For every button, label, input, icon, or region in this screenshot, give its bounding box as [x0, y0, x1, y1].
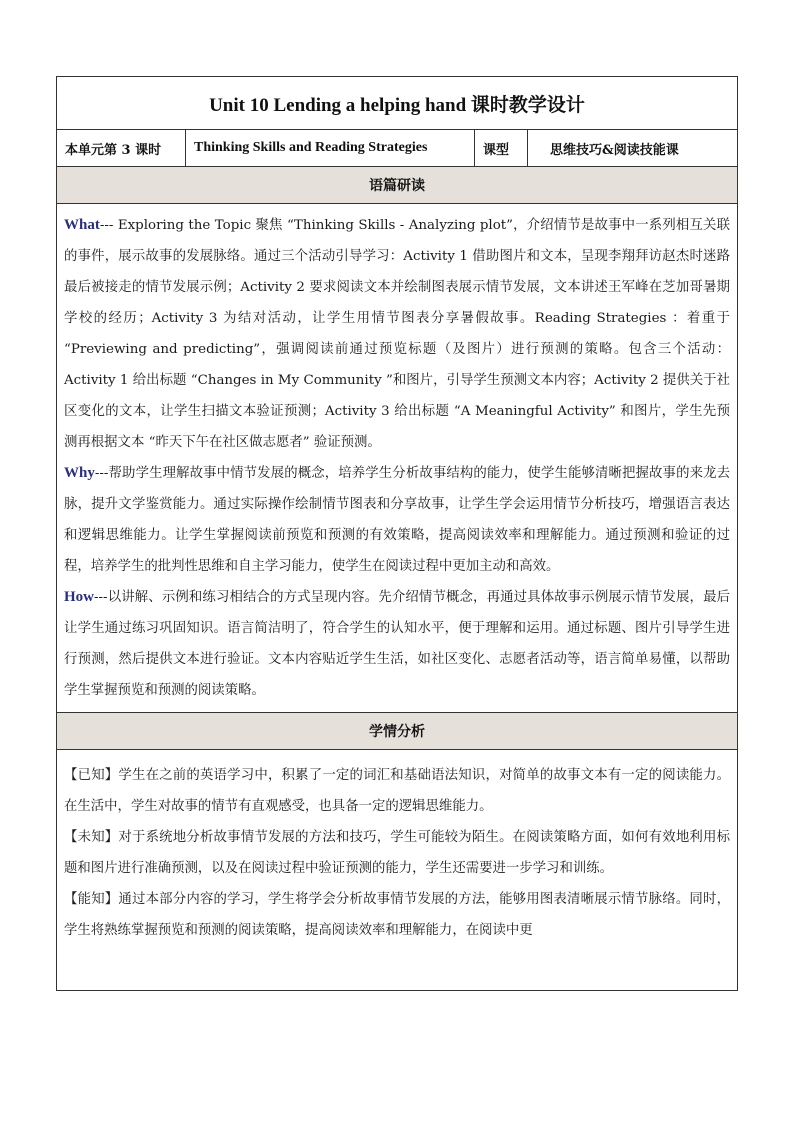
text-analysis-heading: 语篇研读 — [57, 167, 737, 204]
text-analysis-body — [57, 204, 737, 713]
how-text: ---以讲解、示例和练习相结合的方式呈现内容。先介绍情节概念，再通过具体故事示例展示情节发展，最后让学生通过练习巩固知识。语言简洁明了，符合学生的认知水平，便于理解和运用。通过标题、图片引导学生进行预测，然后提供文本进行验证。文本内容贴近学生生活，如社区变化、志愿者活动等，语言简单易懂，以帮助学生掌握预览和预测的阅读策略。 — [64, 590, 730, 698]
lesson-type-value: 思维技巧&阅读技能课 — [550, 142, 679, 158]
what-paragraph — [64, 210, 730, 458]
lesson-plan-table — [56, 76, 738, 991]
why-label: Why — [64, 465, 95, 481]
what-label: What — [64, 217, 100, 233]
can-know-paragraph: 【能知】通过本部分内容的学习，学生将学会分析故事情节发展的方法，能够用图表清晰展示情节脉络。同时，学生将熟练掌握预览和预测的阅读策略，提高阅读效率和理解能力，在阅读中更 — [64, 892, 730, 938]
what-text: --- Exploring the Topic 聚焦 “Thinking Skills - Analyzing plot”，介绍情节是故事中一系列相互关联的事件，展示故事的发展脉络。通过三个活动引导学习：Activity 1 借助图片和文本，呈现李翔拜访赵杰时迷路最后被接走的情节发展示例；Activity 2 要求阅读文本并绘制图表展示情节发展，文本讲述王军峰在芝加哥暑期学校的经历；Activity 3 为结对活动，让学生用情节图表分享暑假故事。Reading Strategies ：着重于 “Previewing and predicting”，强调阅读前通过预览标题（及图片）进行预测的策略。包含三个活动：Activity 1 给出标题 “Changes in My Community ”和图片，引导学生预测文本内容；Activity 2 提供关于社区变化的文本，让学生扫描文本验证预测；Activity 3 给出标题 “A Meaningful Activity” 和图片，学生先预测再根据文本 “昨天下午在社区做志愿者” 验证预测。 — [64, 218, 730, 450]
unknown-paragraph: 【未知】对于系统地分析故事情节发展的方法和技巧，学生可能较为陌生。在阅读策略方面，如何有效地利用标题和图片进行准确预测，以及在阅读过程中验证预测的能力，学生还需要进一步学习和训练。 — [64, 830, 730, 876]
how-label: How — [64, 589, 94, 605]
student-analysis-heading: 学情分析 — [57, 713, 737, 750]
lesson-number: 本单元第 3 课时 — [57, 130, 186, 166]
why-paragraph — [64, 458, 730, 582]
lesson-topic: Thinking Skills and Reading Strategies — [186, 130, 475, 166]
why-text: ---帮助学生理解故事中情节发展的概念，培养学生分析故事结构的能力，使学生能够清晰把握故事的来龙去脉，提升文学鉴赏能力。通过实际操作绘制情节图表和分享故事，让学生学会运用情节分析技巧，增强语言表达和逻辑思维能力。让学生掌握阅读前预览和预测的有效策略，提高阅读效率和理解能力。通过预测和验证的过程，培养学生的批判性思维和自主学习能力，使学生在阅读过程中更加主动和高效。 — [64, 466, 730, 574]
lesson-type-label: 课型 — [475, 130, 528, 166]
how-paragraph — [64, 582, 730, 706]
lesson-meta-row — [57, 130, 737, 167]
known-paragraph: 【已知】学生在之前的英语学习中，积累了一定的词汇和基础语法知识，对简单的故事文本有一定的阅读能力。在生活中，学生对故事的情节有直观感受，也具备一定的逻辑思维能力。 — [64, 768, 730, 814]
document-title: Unit 10 Lending a helping hand 课时教学设计 — [57, 77, 737, 130]
student-analysis-body — [57, 750, 737, 990]
